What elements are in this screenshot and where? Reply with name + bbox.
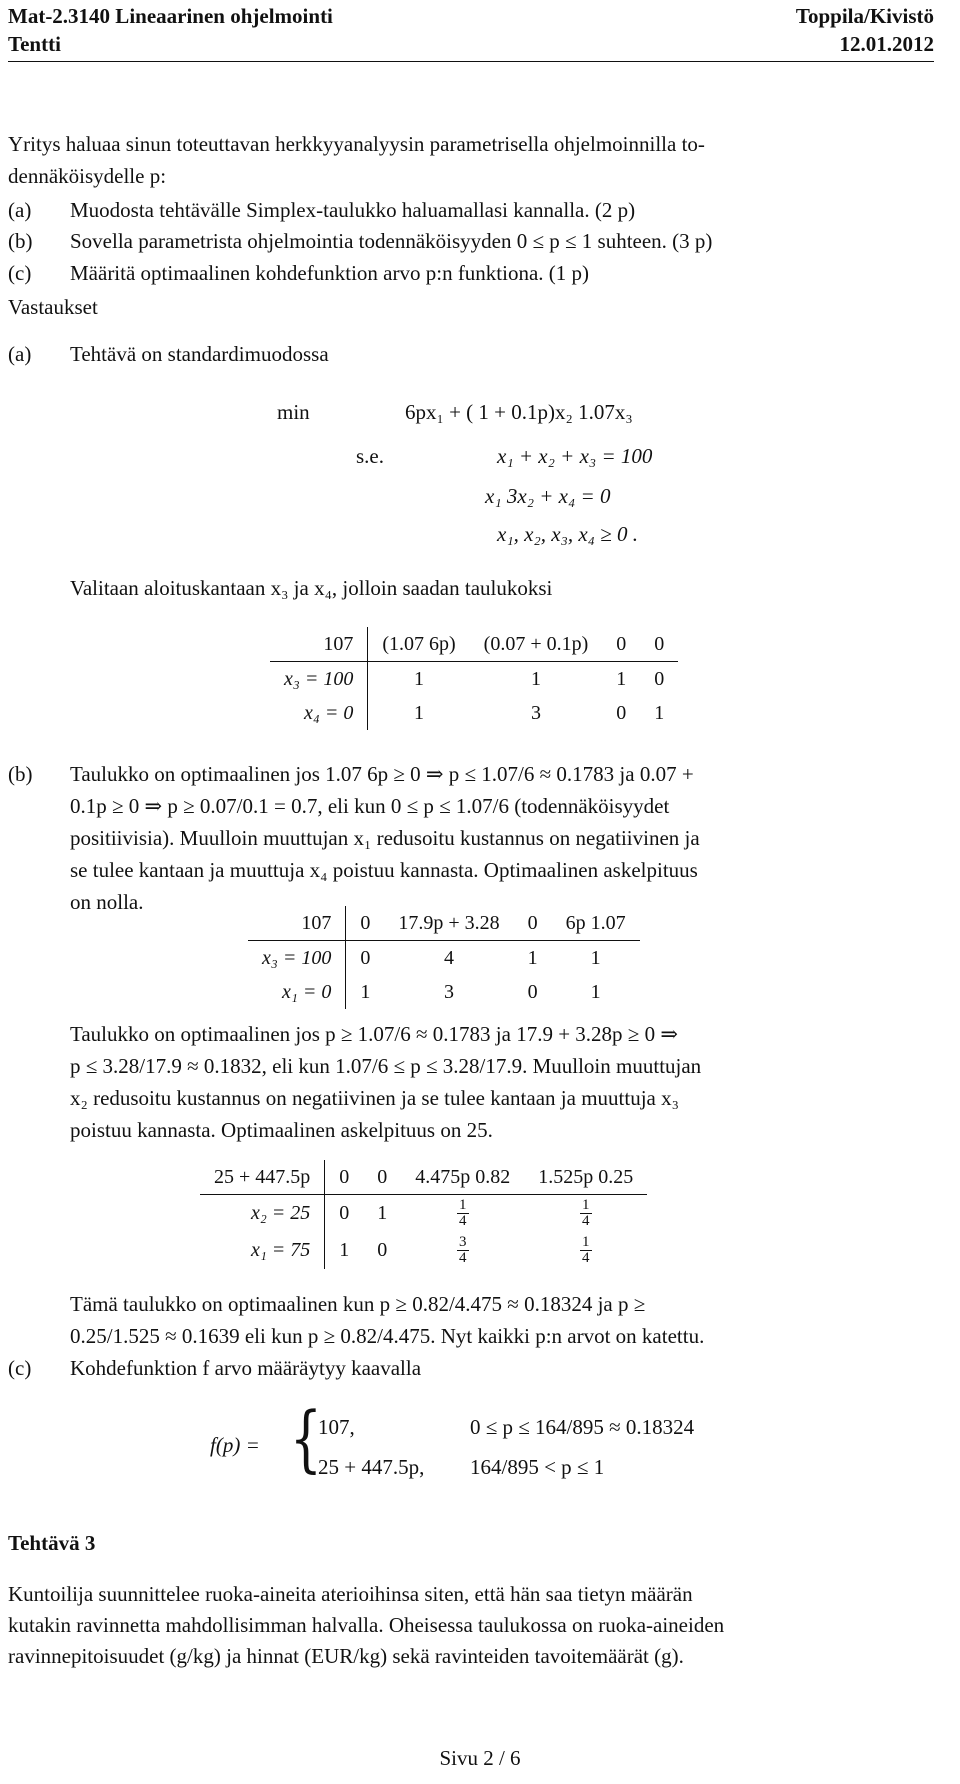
table-cell: 0 xyxy=(527,980,538,1003)
fraction: $\frac{1}{4}$ xyxy=(582,1234,590,1266)
table-cell: x₄ = 0 xyxy=(270,696,368,730)
answers-heading: Vastaukset xyxy=(8,295,98,319)
table-cell xyxy=(401,1195,524,1233)
question-c-label: (c) xyxy=(8,261,32,285)
table-cell xyxy=(524,1232,647,1269)
table-cell: 1 xyxy=(590,946,601,969)
answer-b-line-1: Taulukko on optimaalinen jos 1.07 6p ≥ 0 ⇒ p ≤ 1.07/6 ≈ 0.1783 ja 0.07 + xyxy=(70,762,694,786)
lp-objective: 6px₁ + ( 1 + 0.1p)x₂ 1.07x₃ xyxy=(405,400,633,424)
answer-b3-line-2: 0.25/1.525 ≈ 0.1639 eli kun p ≥ 0.82/4.475. Nyt kaikki p:n arvot on katettu. xyxy=(70,1324,705,1348)
table-cell: 0 xyxy=(360,946,371,969)
answer-a-text: Tehtävä on standardimuodossa xyxy=(70,342,329,366)
table-cell: x₃ = 100 xyxy=(270,662,368,697)
simplex-table-2 xyxy=(248,906,640,1009)
fraction: $\frac{3}{4}$ xyxy=(459,1234,467,1266)
table-cell: 1 xyxy=(530,667,541,690)
piecewise-case-2-condition: 164/895 < p ≤ 1 xyxy=(470,1455,605,1479)
intro-line-1: Yritys haluaa sinun toteuttavan herkkyyanalyysin parametrisella ohjelmoinnilla to- xyxy=(8,132,705,156)
answer-b-line-3: positiivisia). Muulloin muuttujan x₁ redusoitu kustannus on negatiivinen ja xyxy=(70,826,700,850)
piecewise-case-2-value: 25 + 447.5p, xyxy=(318,1455,425,1479)
answer-a-label: (a) xyxy=(8,342,32,366)
table-cell xyxy=(524,1195,647,1233)
table-cell: 0 xyxy=(325,1160,364,1195)
table-cell: 1 xyxy=(377,1202,388,1224)
header-rule xyxy=(8,61,934,62)
table-cell: 4 xyxy=(443,946,454,969)
piecewise-lhs: f(p) = xyxy=(210,1433,260,1457)
table-row xyxy=(200,1160,647,1195)
intro-line-2: dennäköisydelle p: xyxy=(8,164,167,188)
authors: Toppila/Kivistö xyxy=(795,4,934,28)
table-cell: x₂ = 25 xyxy=(200,1195,325,1233)
table-cell: 6p 1.07 xyxy=(552,906,640,941)
piecewise-case-1-value: 107, xyxy=(318,1415,355,1439)
question-b-label: (b) xyxy=(8,229,33,253)
table-cell: 1 xyxy=(339,1239,350,1261)
answer-b2-line-3: x₂ redusoitu kustannus on negatiivinen ja se tulee kantaan ja muuttuja x₃ xyxy=(70,1086,679,1110)
answer-c-label: (c) xyxy=(8,1356,32,1380)
question-c-text: Määritä optimaalinen kohdefunktion arvo p:n funktiona. (1 p) xyxy=(70,261,590,285)
lp-st-label: s.e. xyxy=(356,444,384,468)
table-cell: 0 xyxy=(654,667,665,690)
table-cell: 17.9p + 3.28 xyxy=(384,906,513,941)
answer-b-line-5: on nolla. xyxy=(70,890,144,914)
lp-constraint-2: x₁ 3x₂ + x₄ = 0 xyxy=(485,484,611,508)
answer-a-text-2: Valitaan aloituskantaan x₃ ja x₄, jolloin saadan taulukoksi xyxy=(70,576,553,600)
answer-c-text: Kohdefunktion f arvo määräytyy kaavalla xyxy=(70,1356,422,1380)
table-cell: 0 xyxy=(346,906,385,941)
task-3-line-3: ravinnepitoisuudet (g/kg) ja hinnat (EUR/kg) sekä ravinteiden tavoitemäärät (g). xyxy=(8,1644,684,1668)
table-row xyxy=(270,662,678,697)
table-row xyxy=(248,975,640,1009)
table-row xyxy=(248,906,640,941)
table-cell: 3 xyxy=(443,980,454,1003)
table-cell: x₁ = 75 xyxy=(200,1232,325,1269)
table-row xyxy=(270,696,678,730)
task-3-heading: Tehtävä 3 xyxy=(8,1531,96,1555)
table-cell: 25 + 447.5p xyxy=(200,1160,325,1195)
table-cell xyxy=(401,1232,524,1269)
table-cell: 0 xyxy=(602,627,640,662)
table-cell: 4.475p 0.82 xyxy=(401,1160,524,1195)
page-number: Sivu 2 / 6 xyxy=(439,1746,521,1770)
lp-constraint-1: x₁ + x₂ + x₃ = 100 xyxy=(497,444,653,468)
answer-b3-line-1: Tämä taulukko on optimaalinen kun p ≥ 0.82/4.475 ≈ 0.18324 ja p ≥ xyxy=(70,1292,646,1316)
answer-b2-line-4: poistuu kannasta. Optimaalinen askelpituus on 25. xyxy=(70,1118,493,1142)
table-row xyxy=(248,941,640,976)
lp-min-label: min xyxy=(277,400,310,424)
table-cell: x₃ = 100 xyxy=(248,941,346,976)
table-cell: 107 xyxy=(248,906,346,941)
table-row xyxy=(200,1232,647,1269)
table-cell: 1 xyxy=(413,701,424,724)
simplex-table-1 xyxy=(270,627,678,730)
answer-b-label: (b) xyxy=(8,762,33,786)
table-cell: (1.07 6p) xyxy=(368,627,470,662)
fraction: $\frac{1}{4}$ xyxy=(582,1197,590,1229)
question-a-label: (a) xyxy=(8,198,32,222)
table-cell: 1 xyxy=(654,701,665,724)
piecewise-case-1-condition: 0 ≤ p ≤ 164/895 ≈ 0.18324 xyxy=(470,1415,695,1439)
table-cell: 0 xyxy=(616,701,627,724)
table-cell: 0 xyxy=(339,1202,350,1224)
table-cell: 0 xyxy=(640,627,678,662)
table-cell: 1 xyxy=(616,667,627,690)
task-3-line-1: Kuntoilija suunnittelee ruoka-aineita aterioihinsa siten, että hän saa tietyn määrän xyxy=(8,1582,693,1606)
table-cell: 1 xyxy=(413,667,424,690)
table-cell: x₁ = 0 xyxy=(248,975,346,1009)
table-cell: 107 xyxy=(270,627,368,662)
table-cell: 0 xyxy=(363,1160,401,1195)
course-title: Mat-2.3140 Lineaarinen ohjelmointi xyxy=(8,4,333,28)
table-cell: 0 xyxy=(514,906,552,941)
table-cell: 1.525p 0.25 xyxy=(524,1160,647,1195)
simplex-table-3 xyxy=(200,1160,647,1269)
table-cell: 1 xyxy=(590,980,601,1003)
answer-b2-line-2: p ≤ 3.28/17.9 ≈ 0.1832, eli kun 1.07/6 ≤ p ≤ 3.28/17.9. Muulloin muuttujan xyxy=(70,1054,702,1078)
table-cell: 1 xyxy=(527,946,538,969)
fraction: $\frac{1}{4}$ xyxy=(459,1197,467,1229)
lp-constraint-3: x₁, x₂, x₃, x₄ ≥ 0 . xyxy=(497,522,639,546)
answer-b2-line-1: Taulukko on optimaalinen jos p ≥ 1.07/6 ≈ 0.1783 ja 17.9 + 3.28p ≥ 0 ⇒ xyxy=(70,1022,678,1046)
left-brace-icon: { xyxy=(289,1396,322,1480)
answer-b-line-2: 0.1p ≥ 0 ⇒ p ≥ 0.07/0.1 = 0.7, eli kun 0 ≤ p ≤ 1.07/6 (todennäköisyydet xyxy=(70,794,670,818)
task-3-line-2: kutakin ravinnetta mahdollisimman halvalla. Oheisessa taulukossa on ruoka-aineiden xyxy=(8,1613,725,1637)
answer-b-line-4: se tulee kantaan ja muuttuja x₄ poistuu kannasta. Optimaalinen askelpituus xyxy=(70,858,698,882)
table-cell: (0.07 + 0.1p) xyxy=(470,627,603,662)
table-cell: 0 xyxy=(377,1239,388,1261)
exam-date: 12.01.2012 xyxy=(839,32,934,56)
table-row xyxy=(270,627,678,662)
exam-title: Tentti xyxy=(8,32,61,56)
question-a-text: Muodosta tehtävälle Simplex-taulukko haluamallasi kannalla. (2 p) xyxy=(70,198,636,222)
table-cell: 1 xyxy=(360,980,371,1003)
table-cell: 3 xyxy=(530,701,541,724)
question-b-text: Sovella parametrista ohjelmointia todennäköisyyden 0 ≤ p ≤ 1 suhteen. (3 p) xyxy=(70,229,713,253)
table-row xyxy=(200,1195,647,1233)
